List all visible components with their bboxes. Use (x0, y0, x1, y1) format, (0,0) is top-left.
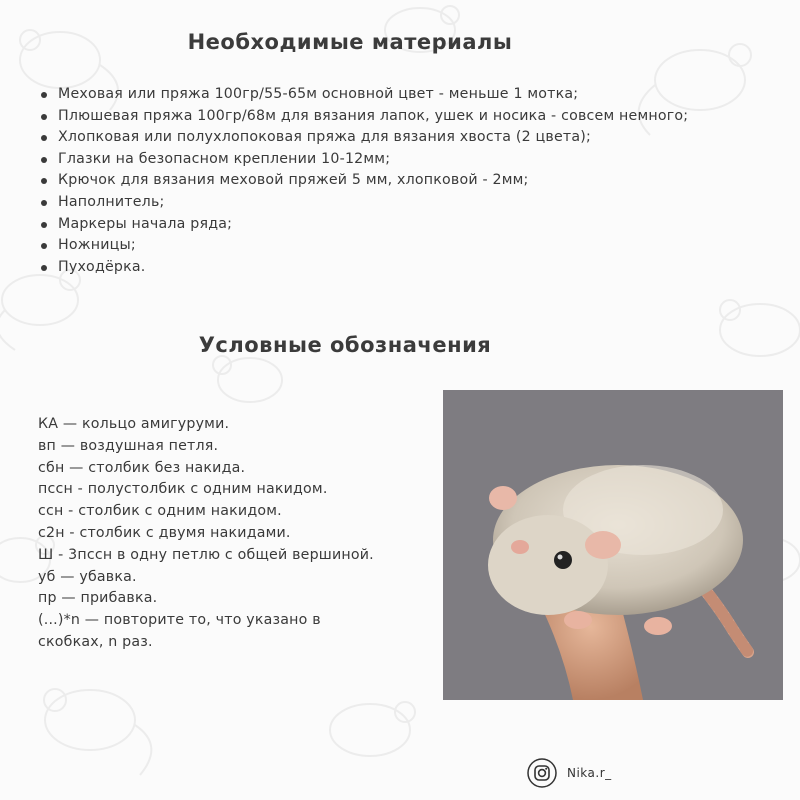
instagram-footer[interactable] (527, 758, 612, 788)
legend-line: Ш - 3пссн в одну петлю с общей вершиной. (38, 546, 374, 563)
instagram-handle[interactable]: Nika.r_ (567, 766, 612, 780)
plush-rat-photo (443, 390, 783, 700)
list-item: Ножницы; (38, 235, 698, 257)
list-item: Хлопковая или полухлопоковая пряжа для вязания хвоста (2 цвета); (38, 127, 698, 149)
list-item: Меховая или пряжа 100гр/55-65м основной цвет - меньше 1 мотка; (38, 84, 698, 106)
legend-line: сбн — столбик без накида. (38, 459, 246, 476)
legend-line: с2н - столбик с двумя накидами. (38, 524, 291, 541)
list-item: Глазки на безопасном креплении 10-12мм; (38, 149, 698, 171)
instagram-icon[interactable] (527, 758, 557, 788)
legend-list (38, 414, 383, 654)
list-item: Маркеры начала ряда; (38, 214, 698, 236)
materials-list (38, 84, 698, 278)
materials-heading: Необходимые материалы (187, 30, 513, 54)
legend-line: пр — прибавка. (38, 590, 158, 607)
list-item: Наполнитель; (38, 192, 698, 214)
legend-line: ссн - столбик с одним накидом. (38, 503, 282, 520)
legend-line: КА — кольцо амигуруми. (38, 416, 230, 432)
legend-line: (...)*n — повторите то, что указано в скобках, n раз. (38, 612, 321, 650)
list-item: Пуходёрка. (38, 257, 698, 279)
list-item: Плюшевая пряжа 100гр/68м для вязания лапок, ушек и носика - совсем немного; (38, 106, 698, 128)
legend-line: уб — убавка. (38, 568, 137, 585)
legend-line: пссн - полустолбик с одним накидом. (38, 481, 328, 498)
legend-heading: Условные обозначения (198, 333, 492, 357)
list-item: Крючок для вязания меховой пряжей 5 мм, хлопковой - 2мм; (38, 170, 698, 192)
legend-line: вп — воздушная петля. (38, 437, 219, 454)
